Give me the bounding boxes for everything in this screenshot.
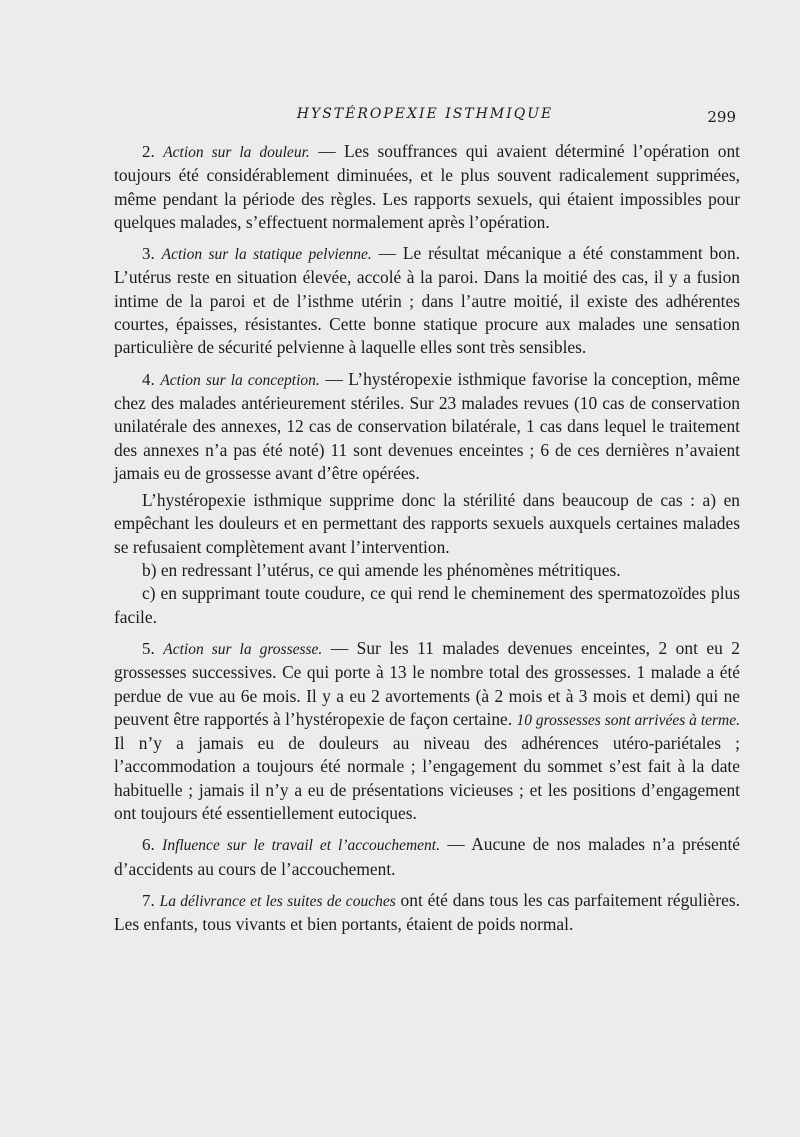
section-title: Action sur la grossesse. bbox=[163, 640, 323, 658]
section-title: Influence sur le travail et l’accouchement. bbox=[162, 837, 440, 855]
section-text: — Le résultat mécanique a été constamment bon. L’utérus reste en situation élevée, accolé à la paroi. Dans la moitié des cas, il y a fusion intime de la paroi et de l’isthme utérin ; dans l’autre moitié, il existe des adhérentes courtes, épaisses, résistantes. Cette bonne statique procure aux malades une sensation particulière de sécurité pelvienne à laquelle elles sont très sensibles. bbox=[114, 243, 740, 358]
page-header bbox=[0, 104, 800, 128]
section-title: La délivrance et les suites de couches bbox=[159, 892, 396, 910]
section-text: — Aucune de nos malades n’a présenté d’accidents au cours de l’accouchement. bbox=[114, 834, 741, 879]
section-7 bbox=[114, 889, 740, 937]
section-text: — Les souffrances qui avaient déterminé l’opération ont toujours été considérablement diminuées, et le plus souvent radicalement supprimées, même pendant la période des règles. Les rapports sexuels, qui étaient impossibles pour quelques malades, s’effectuent normalement après l’opération. bbox=[114, 141, 740, 232]
section-4-paragraph-2: L’hystéropexie isthmique supprime donc la stérilité dans beaucoup de cas : a) en empêchant les douleurs et en permettant des rapports sexuels auxquels certaines malades se refusaient complètement avant l’intervention. bbox=[114, 490, 740, 557]
section-title: Action sur la douleur. bbox=[163, 144, 310, 161]
section-number: 6. bbox=[142, 835, 155, 855]
running-title: HYSTÉROPEXIE ISTHMIQUE bbox=[296, 106, 554, 122]
section-number: 3. bbox=[142, 244, 155, 264]
section-4-item-c: c) en supprimant toute coudure, ce qui rend le cheminement des spermatozoïdes plus facile. bbox=[114, 583, 740, 627]
section-number: 5. bbox=[142, 638, 155, 658]
section-text: Il n’y a jamais eu de douleurs au niveau des adhérences utéro-pariétales ; l’accommodation a toujours été normale ; l’engagement du sommet s’est fait à la date habituelle ; jamais il n’y a eu de présentations vicieuses ; et les positions d’engagement ont toujours été essentiellement eutociques. bbox=[114, 733, 740, 824]
section-text: ont été dans tous les cas parfaitement régulières. Les enfants, tous vivants et bien portants, étaient de poids normal. bbox=[114, 889, 740, 935]
section-title: Action sur la conception. bbox=[160, 371, 320, 389]
section-text: — L’hystéropexie isthmique favorise la conception, même chez des malades antérieurement stériles. Sur 23 malades revues (10 cas de conservation unilatérale des annexes, 12 cas de conservation bilatérale, 1 cas dans lequel le traitement des annexes n’a pas été noté) 11 sont devenues enceintes ; 6 de ces dernières n’avaient jamais eu de grossesse avant d’être opérées. bbox=[114, 368, 740, 483]
section-4 bbox=[114, 368, 740, 485]
emphasized-text: 10 grossesses sont arrivées à terme. bbox=[516, 711, 741, 729]
section-text: — Sur les 11 malades devenues enceintes, 2 ont eu 2 grossesses successives. Ce qui porte à 13 le nombre total des grossesses. 1 malade a été perdue de vue au 6e mois. Il y a eu 2 avortements (à 2 mois et à 3 mois et demi) qui ne peuvent être rapportés à l’hystéropexie de façon certaine. bbox=[114, 637, 740, 729]
section-5 bbox=[114, 637, 740, 825]
section-number: 7. bbox=[142, 890, 155, 910]
section-6 bbox=[114, 833, 740, 881]
body-text bbox=[114, 140, 740, 945]
section-3 bbox=[114, 242, 740, 359]
section-number: 2. bbox=[142, 142, 155, 161]
section-2 bbox=[114, 140, 740, 234]
section-4-item-b: b) en redressant l’utérus, ce qui amende les phénomènes métritiques. bbox=[142, 560, 621, 581]
section-title: Action sur la statique pelvienne. bbox=[161, 246, 372, 264]
page-number: 299 bbox=[707, 108, 736, 126]
section-number: 4. bbox=[142, 369, 155, 389]
